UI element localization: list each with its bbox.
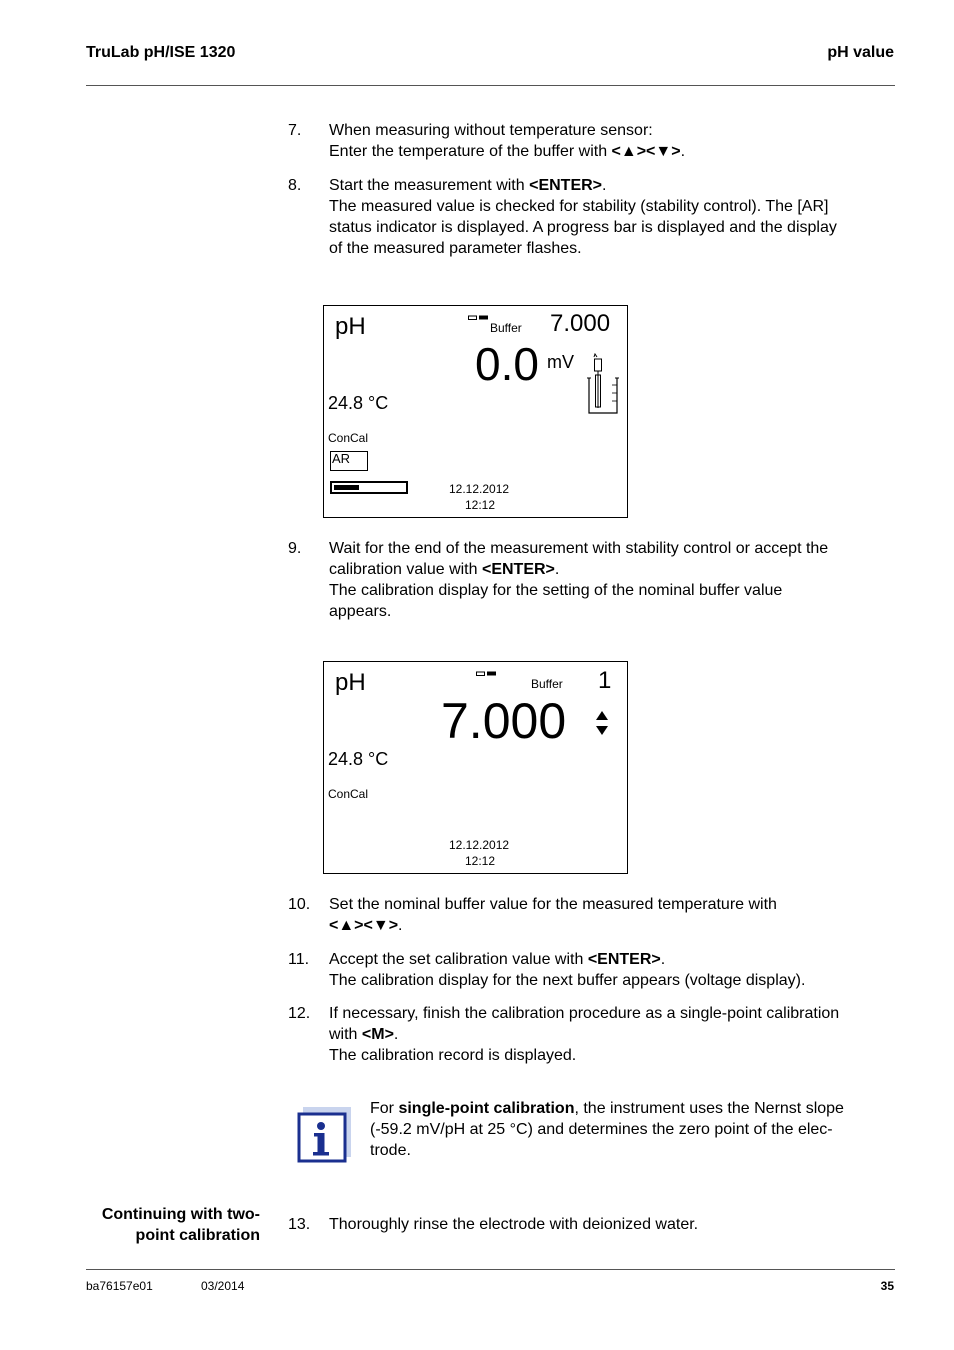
main-value: 7.000 [441,693,567,749]
note-text: For single-point calibration, the instrument uses the Nernst slope [370,1100,844,1117]
main-value: 0.0 [475,338,539,390]
date-readout: 12.12.2012 [449,838,510,852]
step-text: The calibration record is displayed. [329,1047,577,1064]
info-icon [297,1107,353,1163]
calibration-mode: ConCal [328,431,369,445]
step-text: Thoroughly rinse the electrode with deionized water. [329,1216,699,1233]
document-id: ba76157e01 [86,1279,153,1293]
status-indicator-ar [330,451,368,471]
step-number: 9. [288,540,302,557]
step-number: 8. [288,177,302,194]
temperature-readout: 24.8 °C [328,749,389,769]
step-number: 11. [288,951,310,968]
buffer-value: 7.000 [550,310,611,337]
side-heading-line: Continuing with two- [101,1206,260,1223]
battery-icon [468,314,492,322]
step-number: 7. [288,122,302,139]
header-rule [86,85,895,86]
progress-bar [330,481,408,494]
step-text: When measuring without temperature sensor: [329,122,653,139]
time-readout: 12:12 [465,498,496,512]
date-readout: 12.12.2012 [449,482,510,496]
step-number: 13. [288,1216,311,1233]
step-text: Accept the set calibration value with <ENTER>. [329,951,666,968]
step-text: The calibration display for the setting of the nominal buffer value [329,582,783,599]
note-text: trode. [370,1142,411,1159]
meter-display-measuring [323,305,628,518]
electrode-beaker-icon [586,353,620,415]
side-heading [102,1204,260,1246]
document-date: 03/2014 [201,1279,245,1293]
step-text: with <M>. [329,1026,399,1043]
step-text: appears. [329,603,392,620]
buffer-number: 1 [598,667,612,694]
page-number: 35 [880,1279,894,1293]
step-text: Start the measurement with <ENTER>. [329,177,607,194]
step-text: If necessary, finish the calibration procedure as a single-point calibration [329,1005,840,1022]
step-text: of the measured parameter flashes. [329,240,582,257]
running-header-title: TruLab pH/ISE 1320 [86,44,236,61]
unit-label: mV [547,352,574,372]
calibration-mode: ConCal [328,787,369,801]
step-number: 12. [288,1005,311,1022]
step-text: status indicator is displayed. A progress bar is displayed and the display [329,219,837,236]
buffer-label: Buffer [531,677,563,691]
buffer-label: Buffer [490,321,522,335]
side-heading-line: point calibration [135,1227,260,1244]
step-text: The calibration display for the next buffer appears (voltage display). [329,972,806,989]
step-text: calibration value with <ENTER>. [329,561,560,578]
progress-bar-fill [334,485,359,490]
parameter-label: pH [335,313,366,340]
footer-rule [86,1269,895,1270]
up-down-arrows-icon [594,709,610,737]
temperature-readout: 24.8 °C [328,393,389,413]
parameter-label: pH [335,669,366,696]
step-text: <▲><▼>. [329,917,403,934]
step-text: The measured value is checked for stability (stability control). The [AR] [329,198,829,215]
note-text: (-59.2 mV/pH at 25 °C) and determines the zero point of the elec- [370,1121,833,1138]
step-number: 10. [288,896,311,913]
step-text: Set the nominal buffer value for the measured temperature with [329,896,777,913]
meter-display-buffer-setting [323,661,628,874]
running-header-section: pH value [827,44,894,61]
step-text: Wait for the end of the measurement with stability control or accept the [329,540,829,557]
time-readout: 12:12 [465,854,496,868]
status-text: AR [332,451,351,466]
battery-icon [476,670,500,678]
step-text: Enter the temperature of the buffer with <▲><▼>. [329,143,686,160]
